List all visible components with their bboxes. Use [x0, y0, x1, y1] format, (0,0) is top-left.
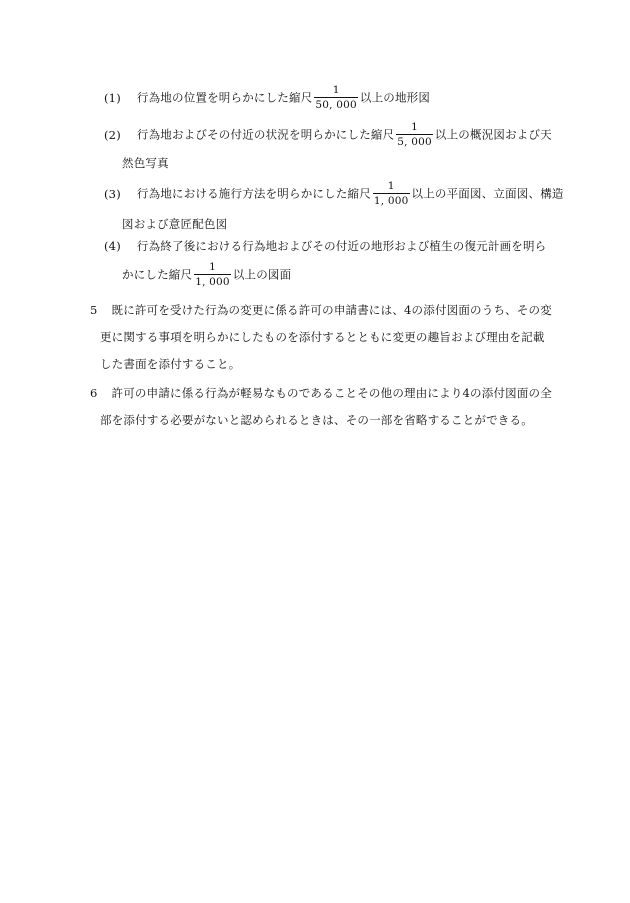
fraction-bar: [314, 97, 357, 98]
item-3-line-1: [104, 181, 564, 208]
item-3-line-2: [122, 217, 227, 231]
item-text-after: 以上の平面図、立面図、構造: [411, 186, 564, 201]
item-text-after: 以上の地形図: [359, 90, 431, 105]
fraction-bar: [396, 134, 433, 135]
item-text-after: 以上の図面: [232, 267, 292, 282]
paragraph-6-line-2: [100, 413, 533, 427]
fraction-denominator: 50, 000: [315, 99, 357, 111]
item-text: 図および意匠配色図: [122, 217, 228, 231]
paragraph-text: 部を添付する必要がないと認められるときは、その一部を省略することができる。: [100, 413, 533, 427]
paragraph-text: した書面を添付すること。: [100, 357, 241, 371]
item-text-after: 以上の概況図および天: [434, 127, 552, 142]
paragraph-text: 更に関する事項を明らかにしたものを添付するとともに変更の趣旨および理由を記載: [100, 330, 545, 344]
paragraph-5-line-3: [100, 357, 240, 371]
item-text: 然色写真: [122, 156, 169, 170]
item-text: 行為地における施行方法を明らかにした縮尺: [136, 186, 371, 201]
item-number: (4): [104, 239, 121, 253]
item-number: (2): [104, 127, 121, 142]
item-2-line-2: [122, 156, 169, 170]
item-text: 行為地の位置を明らかにした縮尺: [136, 90, 313, 105]
fraction-bar: [194, 274, 231, 275]
scale-fraction: [396, 121, 433, 148]
paragraph-text: 許可の申請に係る行為が軽易なものであることその他の理由により4の添付図面の全: [111, 386, 552, 400]
item-2-line-1: [104, 122, 552, 149]
item-text: かにした縮尺: [122, 267, 193, 282]
item-number: (3): [104, 186, 121, 201]
fraction-denominator: 1, 000: [373, 195, 409, 207]
scale-fraction: [194, 261, 231, 288]
paragraph-number: 6: [90, 386, 98, 400]
item-text: 行為終了後における行為地およびその付近の地形および植生の復元計画を明ら: [136, 239, 547, 253]
fraction-numerator: 1: [387, 180, 395, 192]
fraction-numerator: 1: [332, 84, 340, 96]
scale-fraction: [373, 180, 410, 207]
fraction-numerator: 1: [411, 121, 419, 133]
fraction-bar: [373, 193, 410, 194]
fraction-denominator: 5, 000: [397, 136, 432, 148]
paragraph-5-line-2: [100, 330, 545, 344]
item-4-line-2: [122, 262, 291, 289]
item-text: 行為地およびその付近の状況を明らかにした縮尺: [136, 127, 395, 142]
item-number: (1): [104, 90, 121, 105]
fraction-denominator: 1, 000: [195, 276, 230, 288]
paragraph-5-line-1: [90, 303, 552, 317]
item-1-line-1: [104, 85, 430, 112]
scale-fraction: [314, 84, 357, 111]
paragraph-text: 既に許可を受けた行為の変更に係る許可の申請書には、4の添付図面のうち、その変: [111, 303, 552, 317]
fraction-numerator: 1: [209, 261, 216, 273]
paragraph-number: 5: [90, 303, 98, 317]
paragraph-6-line-1: [90, 386, 552, 400]
item-4-line-1: [104, 239, 546, 253]
